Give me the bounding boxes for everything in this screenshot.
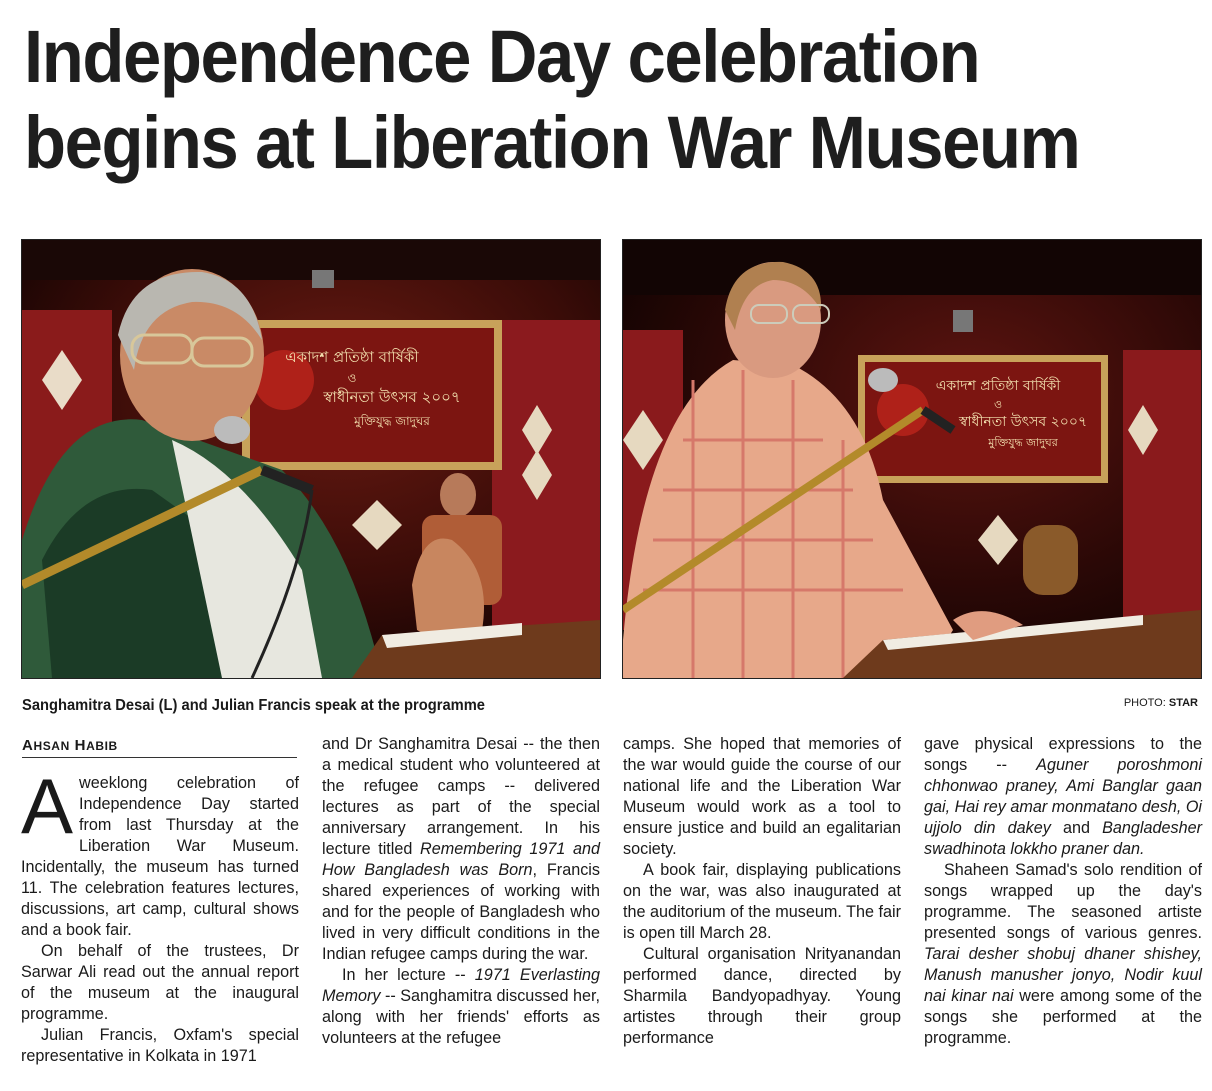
photo-sanghamitra-desai — [21, 239, 601, 679]
photo-caption: Sanghamitra Desai (L) and Julian Francis speak at the programme — [22, 697, 486, 714]
paragraph-text: , Francis shared experiences of working with and for the people of Bangladesh who lived in very difficult conditions in the Indian refugee camps during the war. — [322, 861, 600, 963]
banner-text: একাদশ প্রতিষ্ঠা বার্ষিকী — [935, 378, 1061, 394]
article-column-3 — [623, 734, 901, 1049]
speaker-man-photo — [623, 240, 1201, 678]
headline-line-2: begins at Liberation War Museum — [24, 101, 1080, 184]
banner-text: স্বাধীনতা উৎসব ২০০৭ — [958, 414, 1088, 430]
lecture-title: 1971 Everlasting Memory — [322, 966, 600, 1005]
song-titles: Aguner poroshmoni chhonwao praney, Ami Banglar gaan gai, Hai rey amar monmatano desh, Oi ujjolo din dakey — [924, 756, 1203, 837]
byline-last-initial: H — [74, 737, 87, 754]
photo-julian-francis — [622, 239, 1202, 679]
paragraph: camps. She hoped that memories of the war would guide the course of our national life and the Liberation War Museum would work as a tool to ensure justice and build an egalitarian society. — [623, 735, 901, 858]
paragraph-text: and — [1050, 819, 1103, 837]
paragraph-text: -- Sanghamitra discussed her, along with her friends' efforts as volunteers at the refugee — [322, 987, 601, 1047]
song-titles: Bangladesher swadhinota lokkho praner dan. — [924, 819, 1202, 858]
banner-text: একাদশ প্রতিষ্ঠা বার্ষিকী — [285, 348, 419, 366]
paragraph: Julian Francis, Oxfam's special representative in Kolkata in 1971 — [21, 1026, 299, 1065]
banner-text: স্বাধীনতা উৎসব ২০০৭ — [323, 388, 461, 406]
article-column-4 — [924, 734, 1202, 1049]
article-column-2 — [322, 734, 600, 1049]
paragraph: A book fair, displaying publications on the war, was also inaugurated at the auditorium of the museum. The fair is open till March 28. — [623, 861, 901, 942]
paragraph-text: Shaheen Samad's solo rendition of songs wrapped up the day's programme. The seasoned artiste presented songs of various genres. — [924, 861, 1202, 942]
paragraph: On behalf of the trustees, Dr Sarwar Ali read out the annual report of the museum at the inaugural programme. — [21, 942, 299, 1023]
paragraph-text: and Dr Sanghamitra Desai -- the then a medical student who volunteered at the refugee camps -- delivered lectures as part of the special anniversary arrangement. In his lecture titled — [322, 735, 600, 858]
byline-last-rest: ABIB — [86, 739, 118, 753]
drop-cap: A — [21, 762, 74, 850]
headline — [24, 14, 1121, 186]
credit-prefix: PHOTO: — [1123, 697, 1169, 709]
paragraph-text: were among some of the songs she performed at the programme. — [924, 987, 1202, 1047]
credit-source: STAR — [1168, 697, 1198, 709]
byline-first-rest: HSAN — [33, 739, 70, 753]
paragraph-text: gave physical expressions to the songs -- — [924, 735, 1202, 774]
banner-text: ও — [347, 371, 357, 385]
banner-text: ও — [993, 398, 1003, 411]
byline — [22, 737, 297, 758]
speaker-woman-photo — [22, 240, 600, 678]
paragraph-text: In her lecture -- — [342, 966, 475, 984]
photo-credit — [1124, 697, 1198, 709]
banner-text: মুক্তিযুদ্ধ জাদুঘর — [988, 436, 1058, 449]
banner-text: মুক্তিযুদ্ধ জাদুঘর — [354, 414, 430, 428]
byline-first-initial: A — [22, 737, 34, 754]
paragraph: weeklong celebration of Independence Day started from last Thursday at the Liberation War Museum. Incidentally, the museum has turned 11. The celebration features lectures, discussions, art camp, cultural shows and a book fair. — [21, 774, 299, 939]
song-titles: Tarai desher shobuj dhaner shishey, Manush manusher jonyo, Nodir kuul nai kinar nai — [924, 945, 1202, 1005]
headline-line-1: Independence Day celebration — [24, 15, 980, 98]
article-column-1 — [21, 762, 299, 1067]
lecture-title: Remembering 1971 and How Bangladesh was Born — [322, 840, 600, 879]
paragraph: Cultural organisation Nrityanandan performed dance, directed by Sharmila Bandyopadhyay. Young artistes through their group performance — [623, 945, 901, 1047]
